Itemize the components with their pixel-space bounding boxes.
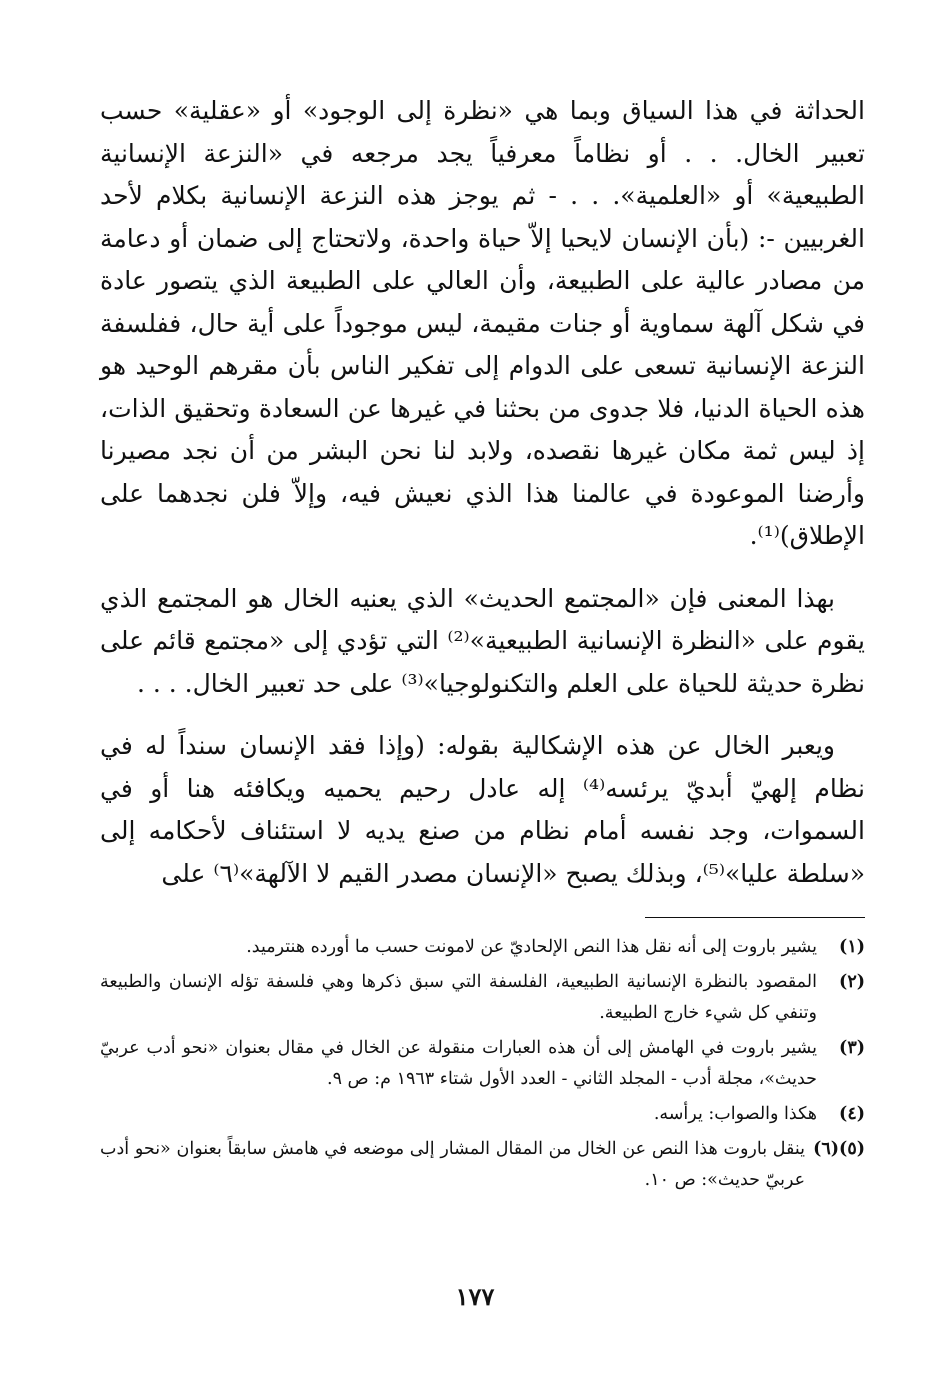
footnote-number: (٥)(٦) xyxy=(813,1139,865,1159)
footnote-text: يشير باروت في الهامش إلى أن هذه العبارات منقولة عن الخال في مقال بعنوان «نحو أدب عربيّ حديث»، مجلة أدب - المجلد الثاني - العدد الأول شتاء ١٩٦٣ م: ص ٩. xyxy=(100,1038,817,1089)
footnote-2 xyxy=(100,967,865,1029)
footnote-separator xyxy=(645,917,865,918)
footnote-5-6 xyxy=(100,1134,865,1196)
body-paragraph-2: بهذا المعنى فإن «المجتمع الحديث» الذي يعنيه الخال هو المجتمع الذي يقوم على «النظرة الإنسانية الطبيعية»⁽²⁾ التي تؤدي إلى «مجتمع قائم على نظرة حديثة للحياة على العلم والتكنولوجيا»⁽³⁾ على حد تعبير الخال. . . . xyxy=(100,583,865,698)
page-number: ١٧٧ xyxy=(455,1282,495,1311)
footnote-number: (٤) xyxy=(839,1104,865,1124)
page-content xyxy=(100,90,865,1387)
footnote-number: (٣) xyxy=(839,1038,865,1058)
body-paragraph-3: ويعبر الخال عن هذه الإشكالية بقوله: (وإذا فقد الإنسان سنداً له في نظام إلهيّ أبديّ يرئسه⁽⁴⁾ إله عادل رحيم يحميه ويكافئه هنا أو في السموات، وجد نفسه أمام نظام من صنع يديه لا استئناف لأحكامه إلى «سلطة عليا»⁽⁵⁾، وبذلك يصبح «الإنسان مصدر القيم لا الآلهة»⁽٦⁾ على xyxy=(100,731,865,888)
footnote-3 xyxy=(100,1033,865,1095)
footnote-1 xyxy=(100,932,865,963)
footnote-text: المقصود بالنظرة الإنسانية الطبيعية، الفلسفة التي سبق ذكرها وهي فلسفة تؤله الإنسان والطبيعة وتنفي كل شيء خارج الطبيعة. xyxy=(100,972,817,1023)
footnote-number: (٢) xyxy=(839,972,865,992)
footnote-number: (١) xyxy=(839,937,865,957)
footnote-4 xyxy=(100,1099,865,1130)
footnotes xyxy=(100,932,865,1196)
footnote-text: ينقل باروت هذا النص عن الخال من المقال المشار إلى موضعه في هامش سابقاً بعنوان «نحو أدب عربيّ حديث»: ص ١٠. xyxy=(100,1139,806,1190)
footnote-text: يشير باروت إلى أنه نقل هذا النص الإلحاديّ عن لامونت حسب ما أورده هنترميد. xyxy=(246,937,817,957)
body-paragraph-1: الحداثة في هذا السياق وبما هي «نظرة إلى الوجود» أو «عقلية» حسب تعبير الخال. . . أو نظاماً معرفياً يجد مرجعه في «النزعة الإنسانية الطبيعية» أو «العلمية». . . - ثم يوجز هذه النزعة الإنسانية بكلام لأحد الغربيين -: (بأن الإنسان لايحيا إلاّ حياة واحدة، ولاتحتاج إلى ضمان أو دعامة من مصادر عالية على الطبيعة، وأن العالي على الطبيعة الذي يتصور عادة في شكل آلهة سماوية أو جنات مقيمة، ليس موجوداً على أية حال، ففلسفة النزعة الإنسانية تسعى على الدوام إلى تفكير الناس بأن مقرهم الوحيد هو هذه الحياة الدنيا، فلا جدوى من بحثنا في غيرها عن السعادة وتحقيق الذات، إذ ليس ثمة مكان غيرها نقصده، ولابد لنا نحن البشر من أن نجد مصيرنا وأرضنا الموعودة في عالمنا هذا الذي نعيش فيه، وإلاّ فلن نجدهما على الإطلاق)⁽¹⁾. xyxy=(100,96,865,550)
footnote-text: هكذا والصواب: يرأسه. xyxy=(653,1104,817,1124)
